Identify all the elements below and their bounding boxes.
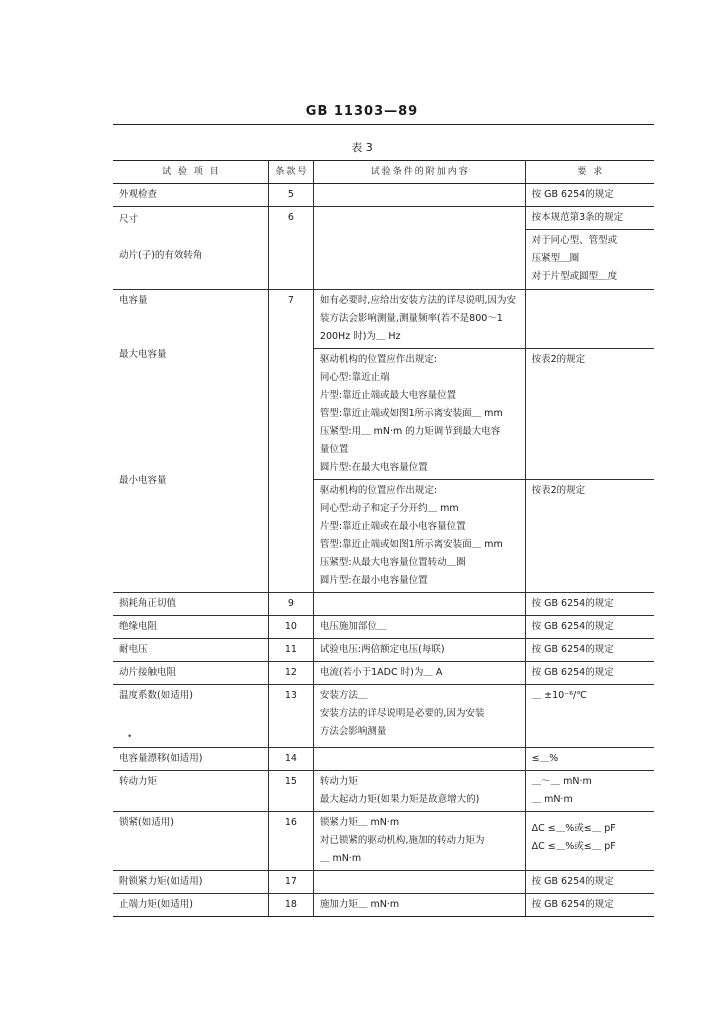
column-header-item: 试 验 项 目 <box>113 161 268 184</box>
item-text: 动片(子)的有效转角 <box>119 250 203 261</box>
table-header-row <box>113 161 654 184</box>
condition-cell: 施加力矩＿ mN·m <box>313 894 525 917</box>
requirement-line: ＿～＿ mN·m <box>531 776 592 787</box>
condition-cell <box>313 771 525 812</box>
clause-cell: 18 <box>268 894 313 917</box>
column-header-clause: 条款号 <box>268 161 313 184</box>
condition-line: 驱动机构的位置应作出规定: <box>319 485 438 496</box>
item-cell: 锁紧(如适用) <box>113 812 268 871</box>
clause-cell: 7 <box>268 290 313 593</box>
condition-cell <box>313 748 525 771</box>
requirement-cell: ≤＿% <box>525 748 654 771</box>
table-row <box>113 812 654 871</box>
requirement-cell: 按 GB 6254的规定 <box>525 894 654 917</box>
item-cell: 电容量漂移(如适用) <box>113 748 268 771</box>
table-row <box>113 894 654 917</box>
clause-cell: 9 <box>268 593 313 616</box>
table-row <box>113 593 654 616</box>
clause-cell: 17 <box>268 871 313 894</box>
clause-cell: 15 <box>268 771 313 812</box>
item-text: 尺寸 <box>119 214 139 225</box>
table-row <box>113 616 654 639</box>
condition-line: 圆片型:在最小电容量位置 <box>319 575 428 586</box>
requirement-line: 对于同心型、管型或 <box>531 235 618 247</box>
condition-cell <box>313 207 525 290</box>
table-row <box>113 662 654 685</box>
condition-line: 锁紧力矩＿ mN·m <box>319 817 400 828</box>
table-row <box>113 639 654 662</box>
item-text: 最小电容量 <box>119 475 167 486</box>
clause-cell: 6 <box>268 207 313 290</box>
condition-line: ＿ mN·m <box>319 853 362 864</box>
condition-line: 驱动机构的位置应作出规定: <box>319 354 438 365</box>
requirement-cell: ＿ ±10⁻⁶/℃ <box>525 685 654 748</box>
requirement-cell: 按本规范第3条的规定 <box>525 207 654 230</box>
condition-text: 如有必要时,应给出安装方法的详尽说明,因为安装方法会影响测量,测量频率(若不是800～1 200Hz 时)为＿ Hz <box>319 295 516 342</box>
condition-cell <box>313 685 525 748</box>
table-row <box>113 290 654 349</box>
column-header-requirement: 要 求 <box>525 161 654 184</box>
condition-line: 片型:靠近止端或最大电容量位置 <box>319 390 457 401</box>
clause-cell: 11 <box>268 639 313 662</box>
item-text: 最大电容量 <box>119 349 167 360</box>
condition-cell: 试验电压:两倍额定电压(每联) <box>313 639 525 662</box>
clause-cell: 5 <box>268 184 313 207</box>
condition-cell <box>313 480 525 593</box>
condition-line: 最大起动力矩(如果力矩是故意增大的) <box>319 794 480 805</box>
condition-cell <box>313 184 525 207</box>
requirement-cell: 按 GB 6254的规定 <box>525 616 654 639</box>
requirement-cell: 按表2的规定 <box>525 480 654 593</box>
requirement-cell: 按表2的规定 <box>525 349 654 480</box>
condition-cell: 电压施加部位＿ <box>313 616 525 639</box>
requirement-cell: 按 GB 6254的规定 <box>525 184 654 207</box>
requirement-cell: 按 GB 6254的规定 <box>525 871 654 894</box>
condition-line: 片型:靠近止端或在最小电容量位置 <box>319 521 466 532</box>
item-cell: 附锁紧力矩(如适用) <box>113 871 268 894</box>
table-row <box>113 207 654 230</box>
condition-line: 管型:靠近止端或如图1所示离安装面＿ mm <box>319 539 503 550</box>
clause-cell: 13 <box>268 685 313 748</box>
condition-line: 压紧型:从最大电容量位置转动＿圈 <box>319 557 466 568</box>
item-cell: 外观检查 <box>113 184 268 207</box>
item-cell: 动片接触电阻 <box>113 662 268 685</box>
clause-cell: 12 <box>268 662 313 685</box>
condition-cell <box>313 812 525 871</box>
condition-line: 量位置 <box>319 444 349 455</box>
test-conditions-table <box>113 160 654 917</box>
item-cell: 损耗角正切值 <box>113 593 268 616</box>
clause-cell: 14 <box>268 748 313 771</box>
item-cell <box>113 290 268 593</box>
item-cell: 耐电压 <box>113 639 268 662</box>
condition-cell <box>313 593 525 616</box>
table-row <box>113 184 654 207</box>
table-row <box>113 685 654 748</box>
requirement-cell <box>525 290 654 349</box>
condition-line: 同心型:动子和定子分开约＿ mm <box>319 503 459 514</box>
header-rule <box>113 124 654 125</box>
column-header-condition: 试验条件的附加内容 <box>313 161 525 184</box>
requirement-line: ΔC ≤＿%或≤＿ pF <box>531 841 616 852</box>
table-row <box>113 871 654 894</box>
margin-bullet: • <box>127 732 133 742</box>
condition-line: 同心型:靠近止端 <box>319 372 390 383</box>
clause-cell: 16 <box>268 812 313 871</box>
requirement-cell: 按 GB 6254的规定 <box>525 639 654 662</box>
condition-line: 管型:靠近止端或如图1所示离安装面＿ mm <box>319 408 503 419</box>
table-caption: 表 3 <box>351 141 373 154</box>
requirement-line: ΔC ≤＿%或≤＿ pF <box>531 823 616 834</box>
clause-cell: 10 <box>268 616 313 639</box>
requirement-cell <box>525 812 654 871</box>
condition-line: 方法会影响测量 <box>319 726 387 737</box>
condition-cell <box>313 290 525 349</box>
table-row <box>113 771 654 812</box>
item-cell <box>113 207 268 290</box>
condition-line: 对已锁紧的驱动机构,施加的转动力矩为 <box>319 835 485 846</box>
table-row <box>113 748 654 771</box>
requirement-cell <box>525 230 654 290</box>
item-cell: 止端力矩(如适用) <box>113 894 268 917</box>
requirement-line: 压紧型＿圈 <box>531 253 580 265</box>
standard-number: GB 11303—89 <box>305 104 419 119</box>
requirement-line: 对于片型或圆型＿度 <box>531 271 618 283</box>
condition-line: 安装方法的详尽说明是必要的,因为安装 <box>319 708 485 719</box>
requirement-cell: 按 GB 6254的规定 <box>525 593 654 616</box>
requirement-cell <box>525 771 654 812</box>
condition-line: 安装方法＿ <box>319 690 368 701</box>
condition-cell: 电流(若小于1ADC 时)为＿ A <box>313 662 525 685</box>
requirement-line: ＿ mN·m <box>531 794 573 805</box>
condition-line: 转动力矩 <box>319 776 358 787</box>
condition-cell <box>313 349 525 480</box>
item-cell: 温度系数(如适用) <box>113 685 268 748</box>
condition-line: 圆片型:在最大电容量位置 <box>319 462 428 473</box>
item-cell: 转动力矩 <box>113 771 268 812</box>
requirement-cell: 按 GB 6254的规定 <box>525 662 654 685</box>
item-cell: 绝缘电阻 <box>113 616 268 639</box>
condition-cell <box>313 871 525 894</box>
condition-line: 压紧型:用＿ mN·m 的力矩调节到最大电容 <box>319 426 501 437</box>
item-text: 电容量 <box>119 295 148 306</box>
